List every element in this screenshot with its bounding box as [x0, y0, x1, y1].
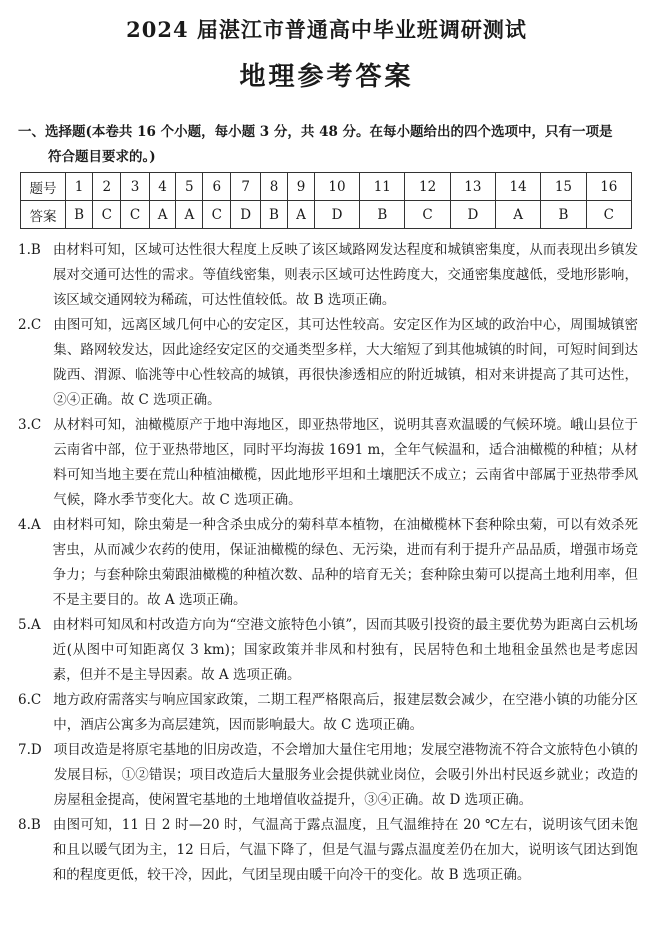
explanation-number: 7.D: [18, 742, 42, 758]
question-number-cell: 5: [176, 173, 203, 201]
explanation-item: [18, 413, 638, 513]
explanation-number: 1.B: [18, 242, 41, 258]
explanation-number: 3.C: [18, 417, 42, 433]
question-number-cell: 11: [360, 173, 405, 201]
explanation-text: 从材料可知，油橄榄原产于地中海地区，即亚热带地区，说明其喜欢温暖的气候环境。峨山县位于云南省中部，位于亚热带地区，同时平均海拔 1691 m，全年气候温和，适合油橄榄的种植；从材料可知当地主要在荒山种植油橄榄，因此地形平坦和土壤肥沃不成立；云南省中部属于亚热带季风气候，降水季节变化大。故 C 选项正确。: [53, 417, 638, 508]
answer-cell: D: [231, 201, 260, 229]
question-number-cell: 10: [314, 173, 359, 201]
question-number-cell: 12: [405, 173, 450, 201]
table-row-label: 题号: [21, 173, 66, 201]
explanations-list: [18, 238, 638, 888]
explanation-text: 由材料可知凤和村改造方向为“空港文旅特色小镇”，因而其吸引投资的最主要优势为距离白云机场近(从图中可知距离仅 3 km)；国家政策并非凤和村独有，民居特色和土地租金虽然也是考虑因素，但并不是主导因素。故 A 选项正确。: [52, 617, 638, 683]
question-number-cell: 7: [231, 173, 260, 201]
explanation-item: [18, 813, 638, 888]
explanation-text: 由材料可知，除虫菊是一种含杀虫成分的菊科草本植物，在油橄榄林下套种除虫菊，可以有效杀死害虫，从而减少农药的使用，保证油橄榄的绿色、无污染，进而有利于提升产品品质，增强市场竞争力；与套种除虫菊跟油橄榄的种植次数、品种的培育无关；套种除虫菊可以提高土地利用率，但不是主要目的。故 A 选项正确。: [52, 517, 638, 608]
section-heading-line1: 一、选择题(本卷共 16 个小题，每小题 3 分，共 48 分。在每小题给出的四个选项中，只有一项是: [18, 124, 613, 140]
question-number-cell: 2: [93, 173, 121, 201]
answer-cell: C: [93, 201, 121, 229]
answer-cell: B: [66, 201, 93, 229]
explanation-number: 2.C: [18, 317, 42, 333]
explanation-item: [18, 238, 638, 313]
explanation-item: [18, 513, 638, 613]
question-number-cell: 15: [541, 173, 586, 201]
explanation-number: 6.C: [18, 692, 42, 708]
question-number-cell: 4: [149, 173, 176, 201]
answer-cell: C: [121, 201, 149, 229]
question-number-cell: 1: [66, 173, 93, 201]
answer-cell: A: [149, 201, 176, 229]
explanation-text: 项目改造是将原宅基地的旧房改造，不会增加大量住宅用地；发展空港物流不符合文旅特色小镇的发展目标，①②错误；项目改造后大量服务业会提供就业岗位，会吸引外出村民返乡就业；改造的房屋租金提高，使闲置宅基地的土地增值收益提升，③④正确。故 D 选项正确。: [53, 742, 638, 808]
question-number-cell: 6: [203, 173, 231, 201]
section-heading-line2: 符合题目要求的。): [48, 149, 156, 165]
answer-table-number-row: [21, 173, 632, 201]
explanation-text: 由图可知，11 日 2 时—20 时，气温高于露点温度，且气温维持在 20 ℃左右，说明该气团未饱和且以暖气团为主，12 日后，气温下降了，但是气温与露点温度差仍在加大，说明该气团达到饱和的程度更低，较干冷，因此，气团呈现由暖干向冷干的变化。故 B 选项正确。: [52, 817, 638, 883]
question-number-cell: 13: [450, 173, 495, 201]
answer-cell: C: [203, 201, 231, 229]
question-number-cell: 9: [288, 173, 315, 201]
explanation-text: 地方政府需落实与响应国家政策，二期工程严格限高后，报建层数会减少，在空港小镇的功能分区中，酒店公寓多为高层建筑，因而影响最大。故 C 选项正确。: [53, 692, 638, 733]
question-number-cell: 3: [121, 173, 149, 201]
section-heading: [18, 120, 638, 170]
answer-cell: C: [405, 201, 450, 229]
question-number-cell: 8: [260, 173, 287, 201]
table-row-label: 答案: [21, 201, 66, 229]
explanation-item: [18, 313, 638, 413]
answer-cell: C: [586, 201, 631, 229]
explanation-number: 5.A: [18, 617, 41, 633]
explanation-item: [18, 738, 638, 813]
explanation-text: 由图可知，远离区域几何中心的安定区，其可达性较高。安定区作为区域的政治中心，周围城镇密集、路网较发达，因此途经安定区的交通类型多样，大大缩短了到其他城镇的时间，可短时间到达陇西、渭源、临洮等中心性较高的城镇，再很快渗透相应的附近城镇，相对来讲提高了其可达性，②④正确。故 C 选项正确。: [53, 317, 638, 408]
answer-cell: B: [260, 201, 287, 229]
answer-cell: A: [496, 201, 541, 229]
question-number-cell: 16: [586, 173, 631, 201]
answer-table-answer-row: [21, 201, 632, 229]
question-number-cell: 14: [496, 173, 541, 201]
answer-cell: D: [314, 201, 359, 229]
explanation-item: [18, 613, 638, 688]
answer-cell: D: [450, 201, 495, 229]
explanation-item: [18, 688, 638, 738]
exam-title: 2024 届湛江市普通高中毕业班调研测试: [126, 17, 527, 42]
answer-cell: B: [541, 201, 586, 229]
document-title: 地理参考答案: [239, 62, 414, 92]
answer-cell: A: [176, 201, 203, 229]
answer-table: [20, 172, 632, 229]
explanation-number: 4.A: [18, 517, 41, 533]
answer-cell: A: [288, 201, 315, 229]
explanation-text: 由材料可知，区域可达性很大程度上反映了该区域路网发达程度和城镇密集度，从而表现出乡镇发展对交通可达性的需求。等值线密集，则表示区域可达性跨度大，交通密集度越低，受地形影响，该区域交通网较为稀疏，可达性值较低。故 B 选项正确。: [52, 242, 638, 308]
answer-cell: B: [360, 201, 405, 229]
explanation-number: 8.B: [18, 817, 41, 833]
